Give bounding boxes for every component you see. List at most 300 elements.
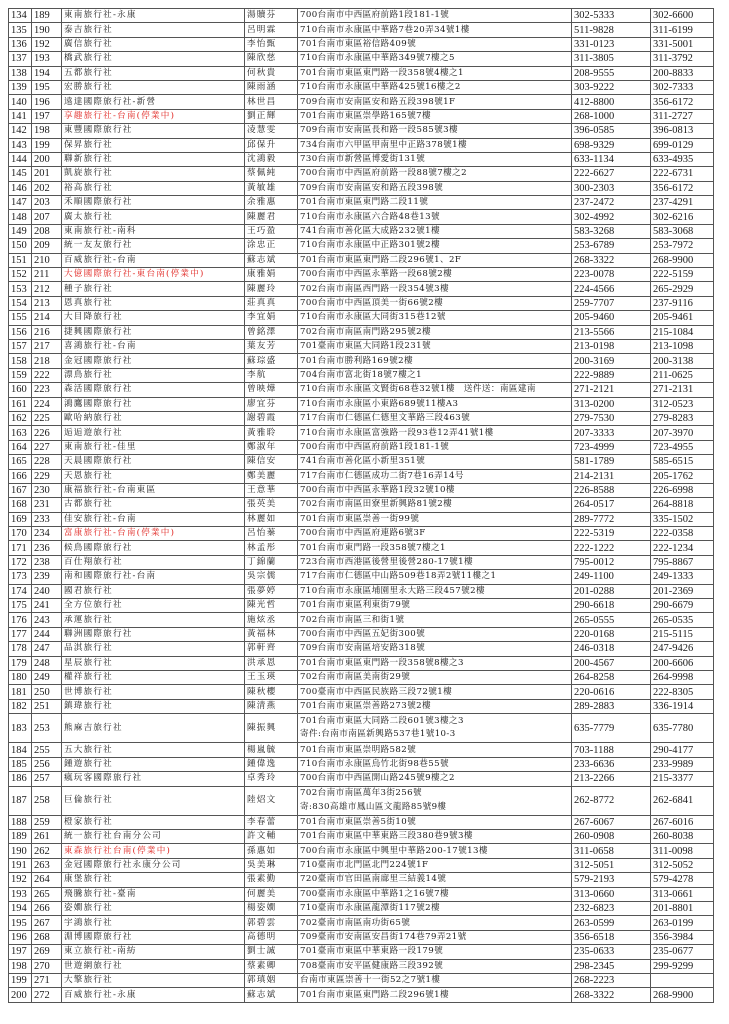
- contact-person: 劉正輝: [245, 109, 298, 123]
- address-line: 710臺南市北門區北門224號1F: [300, 860, 429, 871]
- row-index: 134: [9, 9, 32, 23]
- row-index: 135: [9, 23, 32, 37]
- address-line: 717台南市仁德區成功二街7巷16弄14号: [300, 470, 464, 481]
- agency-address: [298, 66, 572, 80]
- agency-address: [298, 23, 572, 37]
- fax-number: 723-4955: [651, 440, 714, 454]
- agency-number: 241: [32, 599, 62, 613]
- table-row: [9, 685, 714, 699]
- table-row: [9, 830, 714, 844]
- address-line: 700台南市中西區五妃街300號: [300, 628, 426, 639]
- agency-name: 禾順國際旅行社: [62, 196, 245, 210]
- agency-address: [298, 80, 572, 94]
- agency-name: 瘋玩客國際旅行社: [62, 772, 245, 786]
- agency-address: [298, 844, 572, 858]
- phone-number: 237-2472: [572, 196, 651, 210]
- fax-number: 215-1084: [651, 325, 714, 339]
- table-row: [9, 670, 714, 684]
- fax-number: 271-2131: [651, 383, 714, 397]
- phone-number: 220-0168: [572, 627, 651, 641]
- phone-number: 698-9329: [572, 138, 651, 152]
- phone-number: 356-6518: [572, 930, 651, 944]
- phone-number: 260-0908: [572, 830, 651, 844]
- contact-person: 王巧盈: [245, 224, 298, 238]
- address-line: 701台南市東區中華東路三段380巷9號3樓: [300, 831, 473, 842]
- agency-name: 統一友友旅行社: [62, 239, 245, 253]
- phone-number: 207-3333: [572, 426, 651, 440]
- table-row: [9, 109, 714, 123]
- fax-number: 290-4177: [651, 743, 714, 757]
- agency-number: 217: [32, 339, 62, 353]
- contact-person: 沈鴻毅: [245, 152, 298, 166]
- phone-number: 311-3805: [572, 52, 651, 66]
- agency-address: [298, 887, 572, 901]
- phone-number: 579-2193: [572, 873, 651, 887]
- contact-person: 黃福林: [245, 627, 298, 641]
- table-row: [9, 311, 714, 325]
- agency-address: [298, 383, 572, 397]
- agency-number: 259: [32, 815, 62, 829]
- row-index: 156: [9, 325, 32, 339]
- row-index: 181: [9, 685, 32, 699]
- fax-number: 311-6199: [651, 23, 714, 37]
- row-index: 145: [9, 167, 32, 181]
- fax-number: 265-2929: [651, 282, 714, 296]
- agency-address: [298, 743, 572, 757]
- agency-number: 238: [32, 555, 62, 569]
- agency-address: [298, 354, 572, 368]
- fax-number: 311-2727: [651, 109, 714, 123]
- table-row: [9, 167, 714, 181]
- agency-number: 208: [32, 224, 62, 238]
- agency-address: [298, 670, 572, 684]
- address-line: 700台南市中西區府前路1段181-1號: [300, 10, 450, 21]
- fax-number: 312-0523: [651, 397, 714, 411]
- fax-number: 211-0625: [651, 368, 714, 382]
- agency-address: [298, 584, 572, 598]
- address-line: 701台南市東區崇學路165號7樓: [300, 110, 432, 121]
- fax-number: 200-6606: [651, 656, 714, 670]
- address-line: 700台南市中西區府前路一段88號7樓之2: [300, 168, 467, 179]
- agency-name: 承運旅行社: [62, 613, 245, 627]
- contact-person: 呂明霖: [245, 23, 298, 37]
- contact-person: 康雅娟: [245, 268, 298, 282]
- table-row: [9, 916, 714, 930]
- agency-name: 保昇旅行社: [62, 138, 245, 152]
- phone-number: 723-4999: [572, 440, 651, 454]
- table-row: [9, 527, 714, 541]
- agency-name: 橋武旅行社: [62, 52, 245, 66]
- fax-number: 262-6841: [651, 786, 714, 815]
- agency-address: [298, 916, 572, 930]
- agency-number: 250: [32, 685, 62, 699]
- agency-number: 230: [32, 483, 62, 497]
- address-line: 700臺南市永康區中華路1之16號7樓: [300, 888, 449, 899]
- table-row: [9, 9, 714, 23]
- agency-address: [298, 815, 572, 829]
- address-line: 701台南市東區崇明路582號: [300, 744, 417, 755]
- table-row: [9, 959, 714, 973]
- phone-number: 633-1134: [572, 152, 651, 166]
- address-line: 708臺南市安平區健康路三段392號: [300, 960, 444, 971]
- address-line: 741台南市善化區大成路232號1樓: [300, 226, 441, 237]
- table-row: [9, 368, 714, 382]
- agency-name: 遠達國際旅行社-新營: [62, 95, 245, 109]
- agency-number: 216: [32, 325, 62, 339]
- table-row: [9, 613, 714, 627]
- row-index: 188: [9, 815, 32, 829]
- agency-name: 巨倫旅行社: [62, 786, 245, 815]
- agency-address: [298, 512, 572, 526]
- table-row: [9, 152, 714, 166]
- row-index: 153: [9, 282, 32, 296]
- fax-number: 237-9116: [651, 296, 714, 310]
- agency-address: [298, 397, 572, 411]
- contact-person: 謝碧霞: [245, 411, 298, 425]
- row-index: 179: [9, 656, 32, 670]
- phone-number: 271-2121: [572, 383, 651, 397]
- agency-name: 權祥旅行社: [62, 670, 245, 684]
- agency-number: 256: [32, 757, 62, 771]
- agency-address: [298, 152, 572, 166]
- table-row: [9, 815, 714, 829]
- agency-name: 種子旅行社: [62, 282, 245, 296]
- fax-number: 633-4935: [651, 152, 714, 166]
- contact-person: 黃敏雄: [245, 181, 298, 195]
- agency-address: [298, 714, 572, 743]
- table-row: [9, 858, 714, 872]
- table-row: [9, 455, 714, 469]
- agency-number: 255: [32, 743, 62, 757]
- agency-number: 243: [32, 613, 62, 627]
- agency-number: 268: [32, 930, 62, 944]
- table-row: [9, 570, 714, 584]
- agency-address: [298, 239, 572, 253]
- agency-name: 大目降旅行社: [62, 311, 245, 325]
- phone-number: 249-1100: [572, 570, 651, 584]
- phone-number: 268-3322: [572, 988, 651, 1002]
- contact-person: 凌慧雯: [245, 124, 298, 138]
- agency-number: 231: [32, 498, 62, 512]
- contact-person: 何麗美: [245, 887, 298, 901]
- agency-address: [298, 224, 572, 238]
- table-row: [9, 181, 714, 195]
- phone-number: 581-1789: [572, 455, 651, 469]
- agency-number: 211: [32, 268, 62, 282]
- contact-person: 丁錦蘭: [245, 555, 298, 569]
- address-line: 701台南市東區利東街79號: [300, 600, 411, 611]
- row-index: 164: [9, 440, 32, 454]
- row-index: 152: [9, 268, 32, 282]
- agency-address: [298, 109, 572, 123]
- phone-number: 222-6627: [572, 167, 651, 181]
- contact-person: 李航: [245, 368, 298, 382]
- agency-address: [298, 282, 572, 296]
- contact-person: 涂忠正: [245, 239, 298, 253]
- table-row: [9, 354, 714, 368]
- agency-number: 266: [32, 902, 62, 916]
- phone-number: 303-9222: [572, 80, 651, 94]
- fax-number: 264-9998: [651, 670, 714, 684]
- agency-number: 258: [32, 786, 62, 815]
- contact-person: 陳麗玲: [245, 282, 298, 296]
- address-line: 710台南市永康區六合路48巷13號: [300, 211, 441, 222]
- address-line: 701台南市東區裕信路409號: [300, 38, 417, 49]
- fax-number: 233-9989: [651, 757, 714, 771]
- table-row: [9, 196, 714, 210]
- table-row: [9, 642, 714, 656]
- fax-number: 207-3970: [651, 426, 714, 440]
- fax-number: 226-6998: [651, 483, 714, 497]
- agency-table: [8, 8, 714, 1003]
- agency-address: [298, 642, 572, 656]
- table-row: [9, 268, 714, 282]
- contact-person: 蘇志斌: [245, 253, 298, 267]
- address-line: 701台南市東區東門路二段296號1樓: [300, 989, 449, 1000]
- agency-address: [298, 426, 572, 440]
- fax-number: 356-6172: [651, 95, 714, 109]
- agency-name: 橙家旅行社: [62, 815, 245, 829]
- agency-name: 康堡旅行社: [62, 873, 245, 887]
- agency-number: 261: [32, 830, 62, 844]
- row-index: 157: [9, 339, 32, 353]
- table-row: [9, 66, 714, 80]
- row-index: 169: [9, 512, 32, 526]
- agency-number: 248: [32, 656, 62, 670]
- fax-number: 249-1333: [651, 570, 714, 584]
- agency-address: [298, 196, 572, 210]
- agency-number: 199: [32, 138, 62, 152]
- fax-number: 205-9461: [651, 311, 714, 325]
- fax-number: 302-6216: [651, 210, 714, 224]
- row-index: 167: [9, 483, 32, 497]
- table-row: [9, 23, 714, 37]
- agency-name: 凱旋旅行社: [62, 167, 245, 181]
- agency-address: [298, 541, 572, 555]
- fax-number: 299-9299: [651, 959, 714, 973]
- fax-number: 201-2369: [651, 584, 714, 598]
- row-index: 194: [9, 902, 32, 916]
- agency-number: 189: [32, 9, 62, 23]
- phone-number: 220-0616: [572, 685, 651, 699]
- agency-name: 宏勝旅行社: [62, 80, 245, 94]
- phone-number: 289-7772: [572, 512, 651, 526]
- agency-address: [298, 599, 572, 613]
- agency-name: 聯洲國際旅行社: [62, 627, 245, 641]
- fax-number: 205-1762: [651, 469, 714, 483]
- contact-person: 王意華: [245, 483, 298, 497]
- agency-name: 佳安旅行社-台南: [62, 512, 245, 526]
- agency-address: [298, 253, 572, 267]
- agency-number: 229: [32, 469, 62, 483]
- address-line: 701台南市東區大同路二段601號3樓之3: [300, 716, 464, 727]
- table-row: [9, 599, 714, 613]
- table-row: [9, 138, 714, 152]
- address-line: 701台南市東區崇善路273號2樓: [300, 700, 432, 711]
- agency-name: 世遊網旅行社: [62, 959, 245, 973]
- agency-address: [298, 296, 572, 310]
- agency-address: [298, 9, 572, 23]
- agency-number: 202: [32, 181, 62, 195]
- fax-number: 267-6016: [651, 815, 714, 829]
- address-line: 741台南市善化區小新里351號: [300, 456, 426, 467]
- contact-person: 邱保升: [245, 138, 298, 152]
- row-index: 154: [9, 296, 32, 310]
- fax-number: 213-1098: [651, 339, 714, 353]
- agency-name: 五大旅行社: [62, 743, 245, 757]
- row-index: 182: [9, 699, 32, 713]
- row-index: 166: [9, 469, 32, 483]
- agency-address: [298, 411, 572, 425]
- agency-address: [298, 124, 572, 138]
- address-line: 717台南市仁德區中山路509巷18弄2號11樓之1: [300, 571, 497, 582]
- agency-number: 236: [32, 541, 62, 555]
- agency-address: [298, 555, 572, 569]
- row-index: 174: [9, 584, 32, 598]
- address-line: 700台南市中西區開山路245號9樓之2: [300, 773, 455, 784]
- address-line: 702台南市南區南門路295號2樓: [300, 326, 432, 337]
- phone-number: 200-4567: [572, 656, 651, 670]
- phone-number: 201-0288: [572, 584, 651, 598]
- agency-name: 東立旅行社-南紡: [62, 945, 245, 959]
- address-line: 701台南市東門路一段358號7樓之1: [300, 542, 446, 553]
- table-row: [9, 253, 714, 267]
- phone-number: 213-0198: [572, 339, 651, 353]
- agency-name: 泰吉旅行社: [62, 23, 245, 37]
- contact-person: 陳信安: [245, 455, 298, 469]
- address-line: 710台南市永康區烏竹北街98巷55號: [300, 758, 449, 769]
- address-line: 701台南市東區東門路二段296號1、2F: [300, 254, 462, 265]
- row-index: 159: [9, 368, 32, 382]
- fax-number: 222-6731: [651, 167, 714, 181]
- address-line: 704台南市富北街18號7樓之1: [300, 369, 423, 380]
- contact-person: 孫惠如: [245, 844, 298, 858]
- contact-person: 施炫丞: [245, 613, 298, 627]
- agency-number: 263: [32, 858, 62, 872]
- agency-address: [298, 988, 572, 1002]
- row-index: 162: [9, 411, 32, 425]
- agency-number: 201: [32, 167, 62, 181]
- agency-number: 272: [32, 988, 62, 1002]
- contact-person: 吳美琳: [245, 858, 298, 872]
- agency-address: [298, 339, 572, 353]
- table-row: [9, 426, 714, 440]
- agency-address: [298, 95, 572, 109]
- row-index: 136: [9, 37, 32, 51]
- agency-number: 195: [32, 80, 62, 94]
- address-line: 702台南市南區萬年3街256號: [300, 788, 423, 799]
- agency-name: 全方位旅行社: [62, 599, 245, 613]
- row-index: 183: [9, 714, 32, 743]
- contact-person: 吳宗儒: [245, 570, 298, 584]
- agency-address: [298, 786, 572, 815]
- row-index: 148: [9, 210, 32, 224]
- contact-person: 蘇志斌: [245, 988, 298, 1002]
- row-index: 193: [9, 887, 32, 901]
- phone-number: 268-3322: [572, 253, 651, 267]
- agency-address: [298, 973, 572, 987]
- fax-number: 260-8038: [651, 830, 714, 844]
- contact-person: 郭瑱姻: [245, 973, 298, 987]
- row-index: 198: [9, 959, 32, 973]
- agency-address: [298, 210, 572, 224]
- table-row: [9, 902, 714, 916]
- contact-person: 張英美: [245, 498, 298, 512]
- contact-person: 陳光哲: [245, 599, 298, 613]
- table-row: [9, 873, 714, 887]
- phone-number: 279-7530: [572, 411, 651, 425]
- table-row: [9, 786, 714, 815]
- address-line: 700台南市中西區府前路1段181-1號: [300, 441, 450, 452]
- address-line: 701台南市東區東門路一段358號4樓之1: [300, 67, 464, 78]
- agency-number: 244: [32, 627, 62, 641]
- contact-person: 莊真真: [245, 296, 298, 310]
- row-index: 177: [9, 627, 32, 641]
- table-row: [9, 772, 714, 786]
- fax-number: 247-9426: [651, 642, 714, 656]
- row-index: 144: [9, 152, 32, 166]
- agency-name: 逅逅遊旅行社: [62, 426, 245, 440]
- row-index: 189: [9, 830, 32, 844]
- agency-number: 223: [32, 383, 62, 397]
- row-index: 186: [9, 772, 32, 786]
- agency-number: 270: [32, 959, 62, 973]
- contact-person: 劉士誠: [245, 945, 298, 959]
- phone-number: 214-2131: [572, 469, 651, 483]
- table-row: [9, 512, 714, 526]
- address-line: 701臺南市東區中華東路一段179號: [300, 946, 444, 957]
- contact-person: 郭碧雲: [245, 916, 298, 930]
- fax-number: 268-9900: [651, 988, 714, 1002]
- address-line: 寄:830高雄市鳳山區文龍路85號9樓: [300, 801, 447, 812]
- agency-name: 姿嫺旅行社: [62, 902, 245, 916]
- phone-number: 263-0599: [572, 916, 651, 930]
- agency-name: 宇鴻旅行社: [62, 916, 245, 930]
- row-index: 143: [9, 138, 32, 152]
- table-row: [9, 95, 714, 109]
- agency-number: 210: [32, 253, 62, 267]
- phone-number: 213-5566: [572, 325, 651, 339]
- row-index: 158: [9, 354, 32, 368]
- row-index: 160: [9, 383, 32, 397]
- row-index: 180: [9, 670, 32, 684]
- contact-person: 郭軒齊: [245, 642, 298, 656]
- agency-name: 飛騰旅行社-臺南: [62, 887, 245, 901]
- row-index: 137: [9, 52, 32, 66]
- row-index: 165: [9, 455, 32, 469]
- row-index: 151: [9, 253, 32, 267]
- table-row: [9, 555, 714, 569]
- address-line: 709台南市安南區安和路五段398號1F: [300, 96, 456, 107]
- fax-number: 313-0661: [651, 887, 714, 901]
- contact-person: 蔡素卿: [245, 959, 298, 973]
- address-line: 709台南市安南區培安路318號: [300, 643, 426, 654]
- address-line: 710臺南市永康區龍潭街117號2樓: [300, 903, 441, 914]
- address-line: 702台南市南區田寮里新興路81號2樓: [300, 499, 453, 510]
- contact-person: 李怡甄: [245, 37, 298, 51]
- agency-name: 天恩旅行社: [62, 469, 245, 483]
- agency-name: 世博旅行社: [62, 685, 245, 699]
- fax-number: 222-8305: [651, 685, 714, 699]
- row-index: 190: [9, 844, 32, 858]
- row-index: 150: [9, 239, 32, 253]
- agency-address: [298, 930, 572, 944]
- agency-address: [298, 368, 572, 382]
- row-index: 155: [9, 311, 32, 325]
- fax-number: 312-5052: [651, 858, 714, 872]
- agency-name: 漂鳥旅行社: [62, 368, 245, 382]
- row-index: 175: [9, 599, 32, 613]
